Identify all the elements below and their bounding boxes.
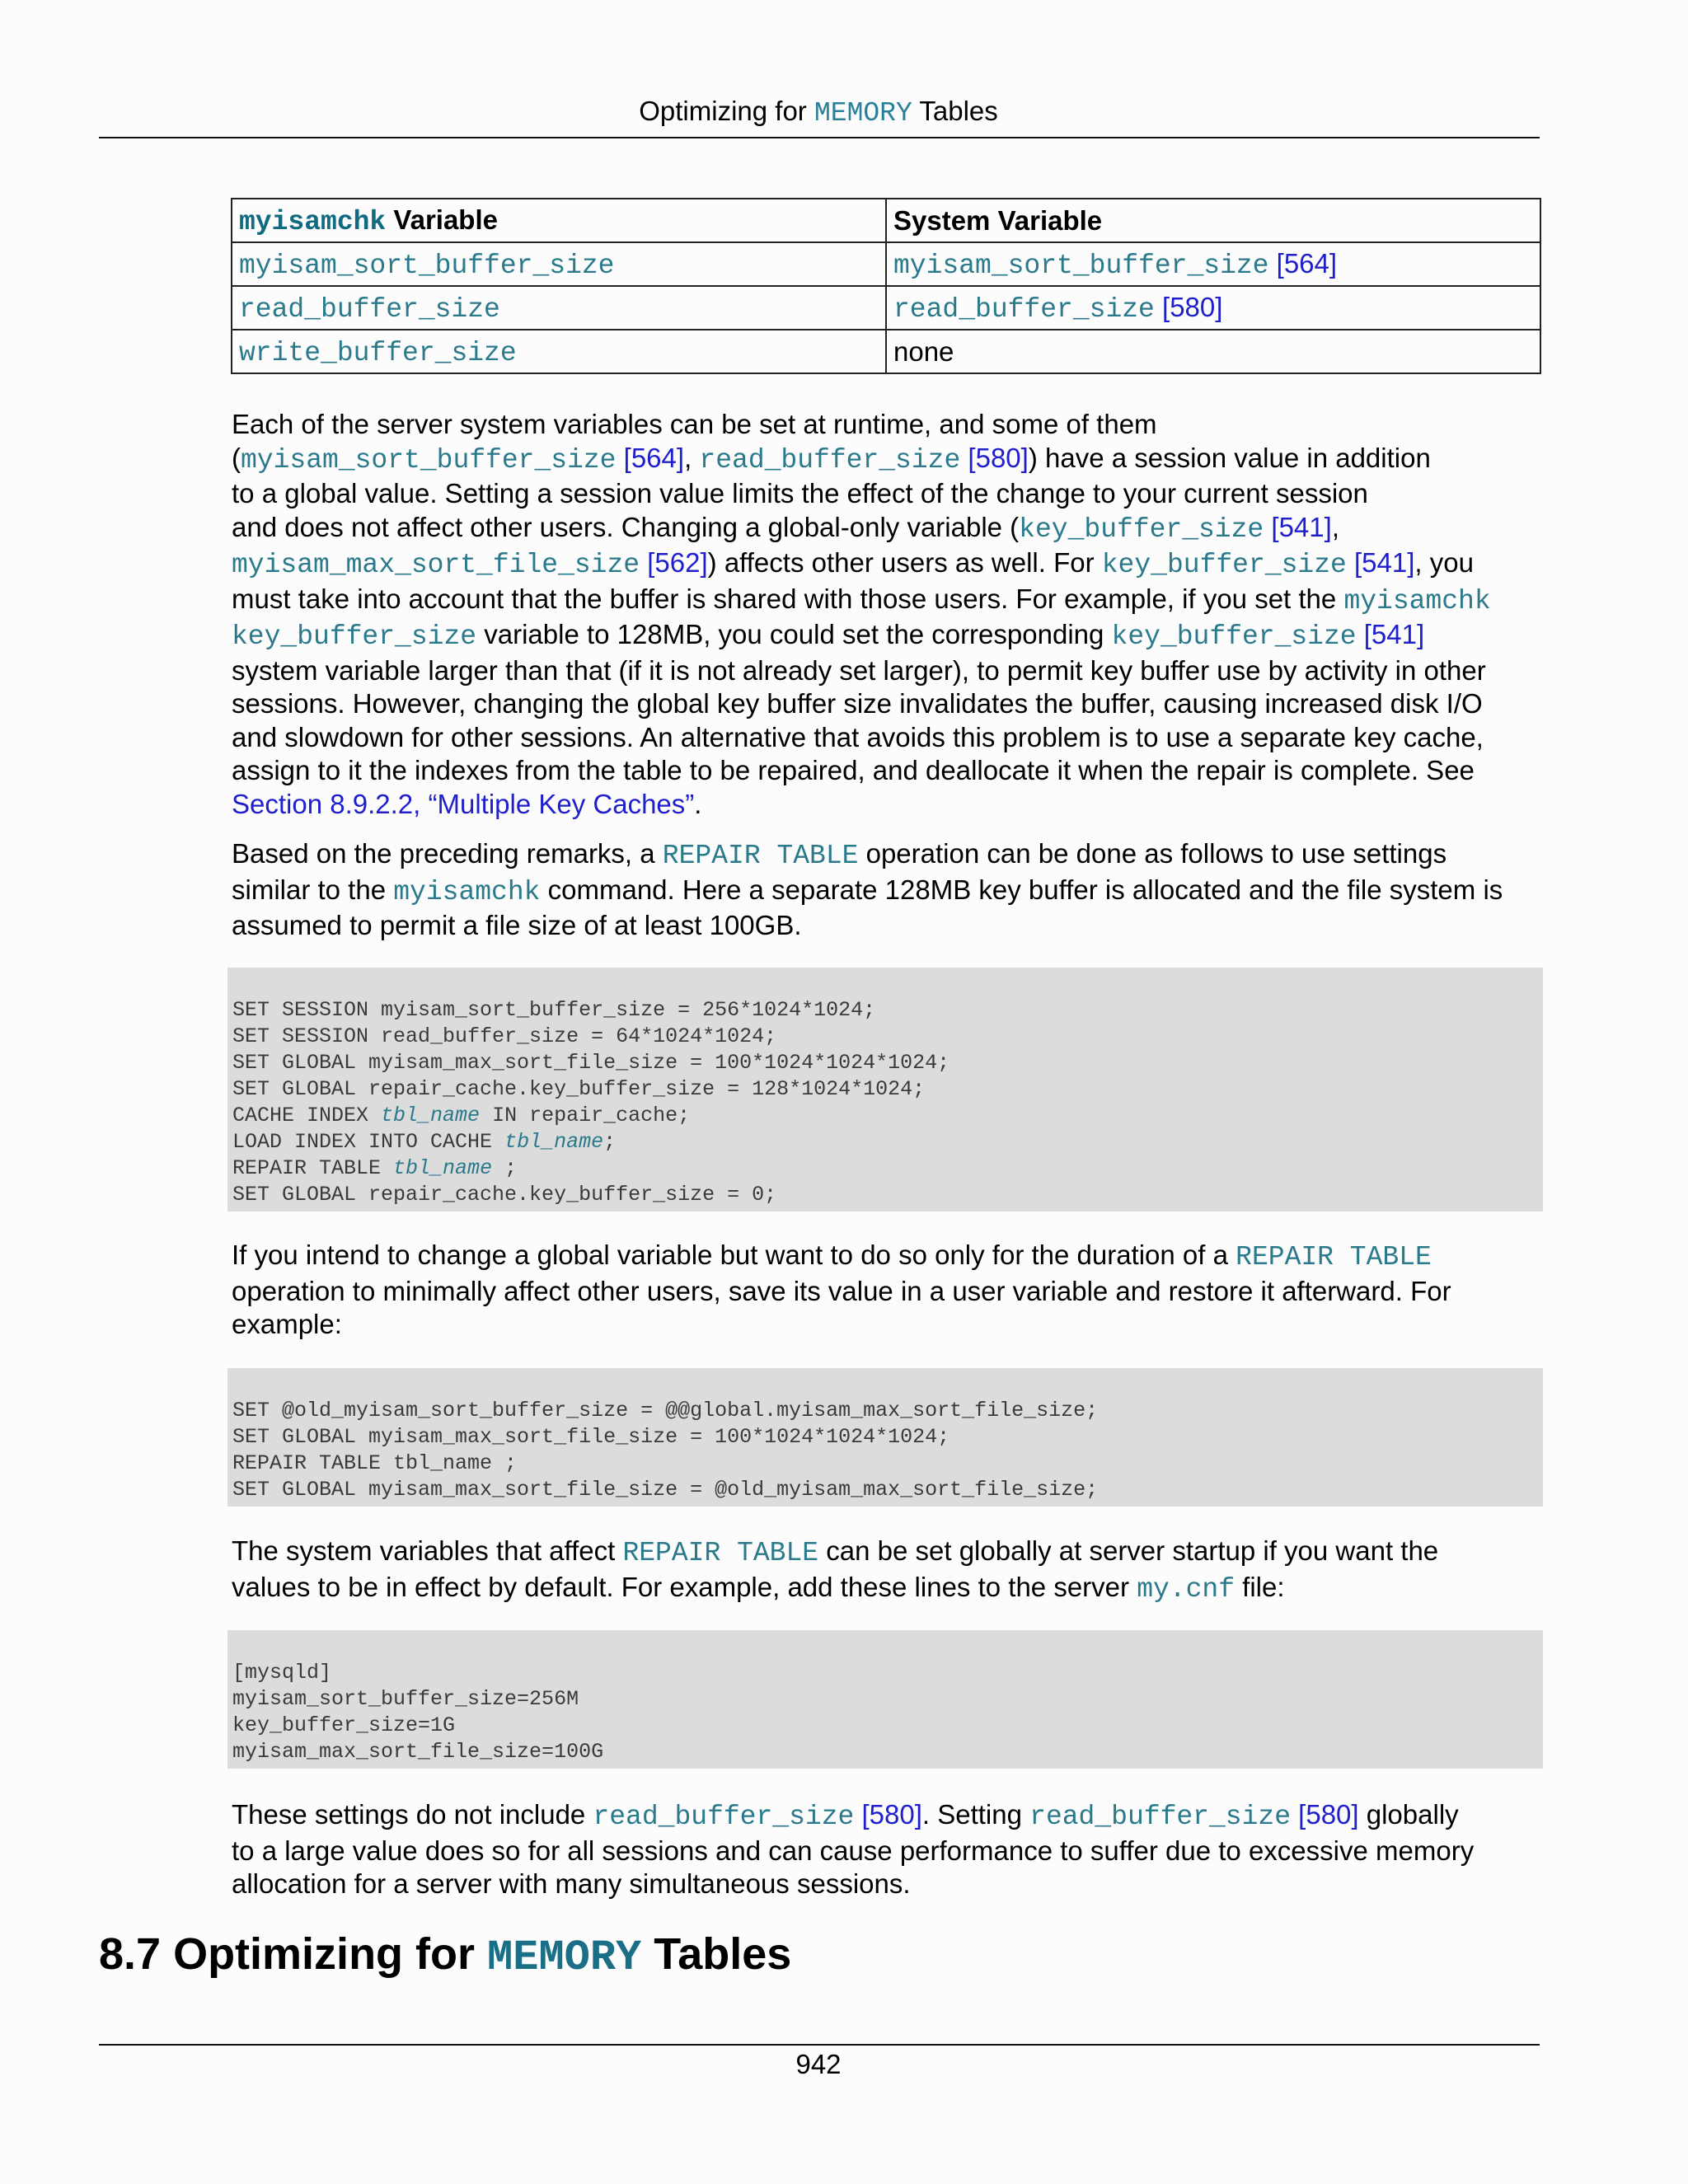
code-text: LOAD INDEX INTO CACHE <box>232 1130 505 1154</box>
ref-link[interactable]: [541] <box>1264 511 1332 542</box>
section-heading-text: 8.7 Optimizing for <box>99 1929 488 1979</box>
code-line: SET GLOBAL repair_cache.key_buffer_size = 0; <box>232 1183 777 1207</box>
code-link[interactable]: myisam_sort_buffer_size <box>241 444 617 476</box>
code-line: REPAIR TABLE tbl_name ; <box>232 1451 518 1475</box>
code-text: ; <box>492 1156 518 1180</box>
code-line: SET GLOBAL myisam_max_sort_file_size = 100*1024*1024*1024; <box>232 1051 950 1075</box>
code-line: SET SESSION read_buffer_size = 64*1024*1024; <box>232 1024 777 1048</box>
code-line: myisam_max_sort_file_size=100G <box>232 1740 604 1764</box>
table-cell <box>232 286 886 330</box>
text: . Setting <box>921 1799 1030 1830</box>
paragraph-session-variables <box>232 408 1550 821</box>
text: variable to 128MB, you could set the corresponding <box>476 619 1112 649</box>
code-line: SET @old_myisam_sort_buffer_size = @@global.myisam_max_sort_file_size; <box>232 1399 1099 1422</box>
table-row <box>232 242 1540 286</box>
code-placeholder: tbl_name <box>381 1104 481 1127</box>
code-line: SET GLOBAL repair_cache.key_buffer_size = 128*1024*1024; <box>232 1077 926 1101</box>
table-cell-code[interactable]: read_buffer_size <box>239 293 500 325</box>
ref-link[interactable]: [580] <box>960 442 1029 473</box>
table-row <box>232 286 1540 330</box>
code-line: SET SESSION myisam_sort_buffer_size = 256*1024*1024; <box>232 998 876 1022</box>
table-cell-code[interactable]: myisam_sort_buffer_size <box>893 250 1269 281</box>
text: Based on the preceding remarks, a <box>232 838 663 869</box>
running-header-suffix: Tables <box>912 96 998 126</box>
section-heading-code: MEMORY <box>487 1933 642 1982</box>
ref-link[interactable]: [562] <box>640 547 708 578</box>
text: operation can be done as follows to use settings <box>858 838 1447 869</box>
code-line <box>232 1155 1538 1182</box>
table-cell: none <box>886 330 1540 373</box>
text: to a global value. Setting a session value limits the effect of the change to your current session <box>232 478 1368 509</box>
text: Each of the server system variables can be set at runtime, and some of them <box>232 409 1157 439</box>
code-link[interactable]: REPAIR TABLE <box>622 1538 819 1568</box>
text: . <box>694 788 702 819</box>
section-link-multiple-key-caches[interactable]: Section 8.9.2.2, “Multiple Key Caches” <box>232 788 695 819</box>
code-block-repair-settings <box>227 968 1543 1212</box>
text: globally <box>1358 1799 1459 1830</box>
table-cell <box>886 286 1540 330</box>
section-heading-suffix: Tables <box>641 1929 792 1979</box>
table-cell <box>886 242 1540 286</box>
code-text: REPAIR TABLE <box>232 1156 394 1180</box>
table-header-text: Variable <box>386 204 498 235</box>
text: sessions. However, changing the global key buffer size invalidates the buffer, causing increased disk I/O <box>232 688 1483 719</box>
text: If you intend to change a global variable but want to do so only for the duration of a <box>232 1240 1236 1270</box>
text: and slowdown for other sessions. An alternative that avoids this problem is to use a separate key cache, <box>232 721 1484 752</box>
code-link[interactable]: REPAIR TABLE <box>1236 1242 1432 1272</box>
text: can be set globally at server startup if you want the <box>818 1535 1439 1566</box>
text: ( <box>232 442 241 473</box>
table-cell <box>232 242 886 286</box>
text: system variable larger than that (if it is not already set larger), to permit key buffer use by activity in other <box>232 654 1486 686</box>
section-heading <box>99 1929 791 1982</box>
text: command. Here a separate 128MB key buffer is allocated and the file system is <box>540 874 1503 905</box>
code-placeholder: tbl_name <box>504 1130 604 1154</box>
code-line <box>232 1129 1538 1155</box>
code-line: key_buffer_size=1G <box>232 1713 456 1737</box>
table-header-code: myisamchk <box>239 206 387 237</box>
text: similar to the <box>232 874 394 905</box>
code-link[interactable]: myisamchk <box>1343 585 1491 616</box>
code-link[interactable]: read_buffer_size <box>1029 1802 1291 1832</box>
ref-link[interactable]: [580] <box>1291 1799 1359 1830</box>
text: to a large value does so for all sessions and can cause performance to suffer due to excessive memory <box>232 1835 1475 1866</box>
code-link[interactable]: key_buffer_size <box>1111 621 1357 652</box>
text: ) have a session value in addition <box>1028 442 1431 473</box>
code-link[interactable]: key_buffer_size <box>232 621 477 652</box>
table-cell-ref-link[interactable]: [580] <box>1154 291 1223 322</box>
table-row <box>232 330 1540 373</box>
code-block-my-cnf <box>227 1630 1543 1769</box>
ref-link[interactable]: [541] <box>1356 619 1425 649</box>
paragraph-server-startup <box>232 1535 1550 1606</box>
ref-link[interactable]: [564] <box>616 442 685 473</box>
text: must take into account that the buffer is shared with those users. For example, if you set the <box>232 583 1344 614</box>
running-header-prefix: Optimizing for <box>639 96 814 126</box>
paragraph-read-buffer-note <box>232 1798 1550 1901</box>
text: These settings do not include <box>232 1799 593 1830</box>
text: , you <box>1414 547 1474 578</box>
code-link[interactable]: myisamchk <box>393 876 541 907</box>
text: example: <box>232 1309 342 1339</box>
table-cell-code[interactable]: myisam_sort_buffer_size <box>239 250 615 281</box>
text: values to be in effect by default. For example, add these lines to the server <box>232 1571 1137 1602</box>
code-line: [mysqld] <box>232 1661 332 1685</box>
footer-rule <box>99 2044 1540 2046</box>
text: and does not affect other users. Changing a global-only variable ( <box>232 511 1020 542</box>
code-link[interactable]: myisam_max_sort_file_size <box>232 550 640 580</box>
text: assign to it the indexes from the table to be repaired, and deallocate it when the repair is complete. See <box>232 755 1475 785</box>
text: The system variables that affect <box>232 1535 623 1566</box>
code-text: CACHE INDEX <box>232 1104 382 1127</box>
code-line: SET GLOBAL myisam_max_sort_file_size = @old_myisam_max_sort_file_size; <box>232 1478 1099 1502</box>
text: ) affects other users as well. For <box>707 547 1102 578</box>
table-header-system: System Variable <box>886 199 1540 242</box>
code-line: myisam_sort_buffer_size=256M <box>232 1687 579 1711</box>
text: file: <box>1235 1571 1285 1602</box>
text: assumed to permit a file size of at least 100GB. <box>232 910 802 940</box>
code-link[interactable]: REPAIR TABLE <box>662 841 859 871</box>
table-cell <box>232 330 886 373</box>
code-link[interactable]: my.cnf <box>1137 1573 1236 1605</box>
paragraph-repair-table-intro <box>232 837 1550 943</box>
text: , <box>1331 511 1339 542</box>
running-header <box>0 96 1637 129</box>
table-header-myisamchk <box>232 199 886 242</box>
text: operation to minimally affect other users, save its value in a user variable and restore it afterward. For <box>232 1275 1451 1306</box>
text: allocation for a server with many simultaneous sessions. <box>232 1868 911 1899</box>
variable-table <box>231 198 1541 374</box>
code-line <box>232 1103 1538 1129</box>
code-link[interactable]: read_buffer_size <box>699 444 961 476</box>
running-header-code: MEMORY <box>814 98 912 129</box>
code-text: IN repair_cache; <box>480 1104 691 1127</box>
code-placeholder: tbl_name <box>393 1156 493 1180</box>
ref-link[interactable]: [580] <box>854 1799 922 1830</box>
code-link[interactable]: read_buffer_size <box>593 1802 855 1832</box>
paragraph-user-variable <box>232 1239 1550 1342</box>
code-line: SET GLOBAL myisam_max_sort_file_size = 100*1024*1024*1024; <box>232 1425 950 1449</box>
table-cell-code[interactable]: write_buffer_size <box>239 337 517 368</box>
table-cell-ref-link[interactable]: [564] <box>1268 247 1338 279</box>
code-link[interactable]: key_buffer_size <box>1019 513 1264 545</box>
page-number: 942 <box>795 2049 842 2079</box>
table-header-row <box>232 199 1540 242</box>
text: , <box>684 442 700 473</box>
table-cell-code[interactable]: read_buffer_size <box>893 293 1155 325</box>
code-text: ; <box>603 1130 617 1154</box>
header-rule <box>99 137 1540 138</box>
code-block-save-restore <box>227 1368 1543 1507</box>
code-link[interactable]: key_buffer_size <box>1101 550 1347 580</box>
ref-link[interactable]: [541] <box>1346 547 1415 578</box>
